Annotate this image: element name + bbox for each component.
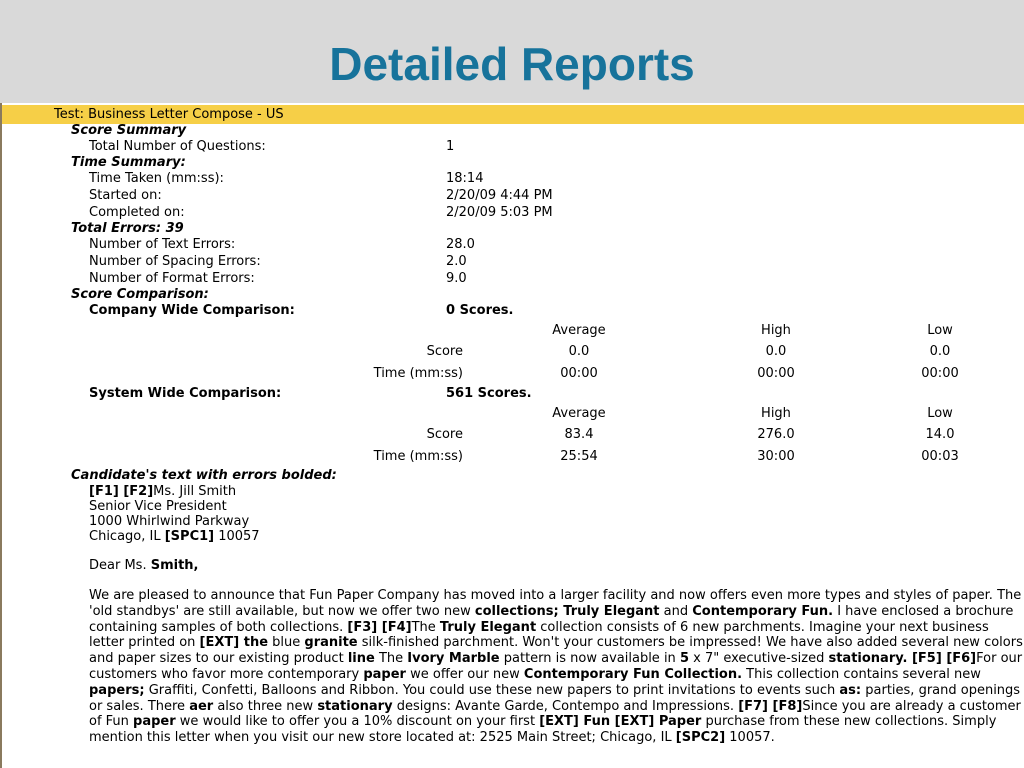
candidate-text: For our customers who favor more contemporary <box>89 651 1023 682</box>
candidate-text: we offer our new <box>405 666 524 682</box>
address-line-1 <box>89 484 236 499</box>
salutation <box>89 558 199 573</box>
system-header-low: Low <box>927 406 953 421</box>
total-questions-value: 1 <box>446 139 455 154</box>
system-score-high: 276.0 <box>757 427 795 442</box>
company-score-high: 0.0 <box>765 344 787 359</box>
candidate-text: parties, grand openings or sales. There <box>89 682 1021 714</box>
system-header-average: Average <box>552 406 606 421</box>
text-errors-label: Number of Text Errors: <box>89 237 236 252</box>
started-on-label: Started on: <box>89 188 162 203</box>
candidate-text: This collection contains several new <box>742 666 981 682</box>
error-marked-text: 5 <box>679 651 689 667</box>
candidate-text: Ms. Jill Smith <box>153 484 237 499</box>
spacing-errors-label: Number of Spacing Errors: <box>89 254 261 269</box>
address-line-4 <box>89 529 260 544</box>
error-marked-text: Ivory Marble <box>407 651 500 667</box>
error-marked-text: granite <box>304 635 358 651</box>
error-marked-text: collections; Truly Elegant <box>474 603 660 619</box>
candidate-text: Senior Vice President <box>89 499 227 514</box>
completed-on-label: Completed on: <box>89 205 185 220</box>
error-marked-text: line <box>347 651 375 667</box>
format-errors-label: Number of Format Errors: <box>89 271 255 286</box>
candidate-text-heading: Candidate's text with errors bolded: <box>71 468 337 483</box>
company-time-high: 00:00 <box>757 366 795 381</box>
system-score-label: Score <box>426 427 463 442</box>
candidate-text: pattern is now available in <box>499 651 680 667</box>
company-header-average: Average <box>552 323 606 338</box>
format-errors-value: 9.0 <box>446 271 467 286</box>
error-marked-text: Contemporary Fun Collection. <box>523 666 743 682</box>
error-marked-text: stationary. [F5] [F6] <box>828 651 977 667</box>
error-marked-text: paper <box>133 714 176 730</box>
company-score-low: 0.0 <box>929 344 951 359</box>
company-score-label: Score <box>426 344 463 359</box>
candidate-text: also three new <box>213 698 318 714</box>
error-marked-text: papers; <box>89 682 145 698</box>
candidate-text: purchase from these new collections. Simply mention this letter when you visit our new store located at: 2525 Main Street; Chicago, IL <box>89 714 997 746</box>
system-time-low: 00:03 <box>921 449 959 464</box>
error-marked-text: [SPC2] <box>675 730 726 746</box>
system-score-average: 83.4 <box>564 427 594 442</box>
error-marked-text: [SPC1] <box>164 529 215 544</box>
candidate-text: Dear Ms. <box>89 558 151 573</box>
address-line-3 <box>89 514 249 529</box>
score-comparison-heading: Score Comparison: <box>71 287 209 302</box>
candidate-text: 1000 Whirlwind Parkway <box>89 514 250 529</box>
system-comparison-label: System Wide Comparison: <box>89 386 282 401</box>
company-time-label: Time (mm:ss) <box>373 366 463 381</box>
system-time-average: 25:54 <box>560 449 598 464</box>
report-panel <box>0 103 1024 768</box>
error-marked-text: [EXT] Fun [EXT] Paper <box>539 714 702 730</box>
system-time-label: Time (mm:ss) <box>373 449 463 464</box>
error-marked-text: Truly Elegant <box>439 619 537 635</box>
company-time-low: 00:00 <box>921 366 959 381</box>
error-marked-text: [F3] [F4] <box>347 619 412 635</box>
score-summary-heading: Score Summary <box>71 123 187 138</box>
candidate-text: The <box>374 651 408 667</box>
candidate-text: Graffiti, Confetti, Balloons and Ribbon. You could use these new papers to print invitations to events such <box>144 682 840 698</box>
slide-title: Detailed Reports <box>329 38 695 90</box>
slide-header <box>0 0 1024 103</box>
system-header-high: High <box>761 406 791 421</box>
candidate-text: 10057 <box>214 529 260 544</box>
candidate-text: The <box>411 619 440 635</box>
candidate-text: x 7" executive-sized <box>688 651 829 667</box>
candidate-text: blue <box>268 635 305 651</box>
candidate-text: I have enclosed a brochure containing samples of both collections. <box>89 603 1014 635</box>
candidate-text: Chicago, IL <box>89 529 165 544</box>
text-errors-value: 28.0 <box>446 237 475 252</box>
candidate-text: Since you are already a customer of Fun <box>89 698 1021 730</box>
company-score-average: 0.0 <box>568 344 590 359</box>
error-marked-text: stationary <box>317 698 393 714</box>
candidate-text: We are pleased to announce that Fun Paper Company has moved into a larger facility and now offers even more types and styles of paper. The 'old standbys' are still available, but now we offer two new <box>89 588 1022 619</box>
address-line-2 <box>89 499 227 514</box>
error-marked-text: [F7] [F8] <box>738 698 803 714</box>
time-summary-heading: Time Summary: <box>71 155 186 170</box>
error-marked-text: Smith, <box>150 558 199 573</box>
test-title: Test: Business Letter Compose - US <box>54 107 284 122</box>
started-on-value: 2/20/09 4:44 PM <box>446 188 553 203</box>
candidate-text: and <box>659 603 693 619</box>
candidate-text: we would like to offer you a 10% discount on your first <box>175 714 540 730</box>
letter-body <box>89 588 1024 746</box>
total-questions-label: Total Number of Questions: <box>89 139 266 154</box>
error-marked-text: [EXT] the <box>199 635 269 651</box>
system-time-high: 30:00 <box>757 449 795 464</box>
error-marked-text: as: <box>839 682 862 698</box>
company-header-low: Low <box>927 323 953 338</box>
candidate-text: collection consists of 6 new parchments. Imagine your next business letter printed on <box>89 619 989 651</box>
total-errors-heading: Total Errors: 39 <box>71 221 184 236</box>
time-taken-label: Time Taken (mm:ss): <box>89 171 224 186</box>
company-time-average: 00:00 <box>560 366 598 381</box>
candidate-text: 10057. <box>725 730 775 746</box>
time-taken-value: 18:14 <box>446 171 484 186</box>
company-header-high: High <box>761 323 791 338</box>
candidate-text: silk-finished parchment. Won't your customers be impressed! We have also added several new colors and paper sizes to our existing product <box>89 635 1023 667</box>
company-comparison-count: 0 Scores. <box>446 303 514 318</box>
completed-on-value: 2/20/09 5:03 PM <box>446 205 553 220</box>
error-marked-text: aer <box>189 698 214 714</box>
error-marked-text: [F1] [F2] <box>89 484 154 499</box>
candidate-text: designs: Avante Garde, Contempo and Impressions. <box>392 698 739 714</box>
system-score-low: 14.0 <box>925 427 955 442</box>
system-comparison-count: 561 Scores. <box>446 386 532 401</box>
error-marked-text: Contemporary Fun. <box>692 603 834 619</box>
error-marked-text: paper <box>363 666 406 682</box>
company-comparison-label: Company Wide Comparison: <box>89 303 295 318</box>
spacing-errors-value: 2.0 <box>446 254 467 269</box>
